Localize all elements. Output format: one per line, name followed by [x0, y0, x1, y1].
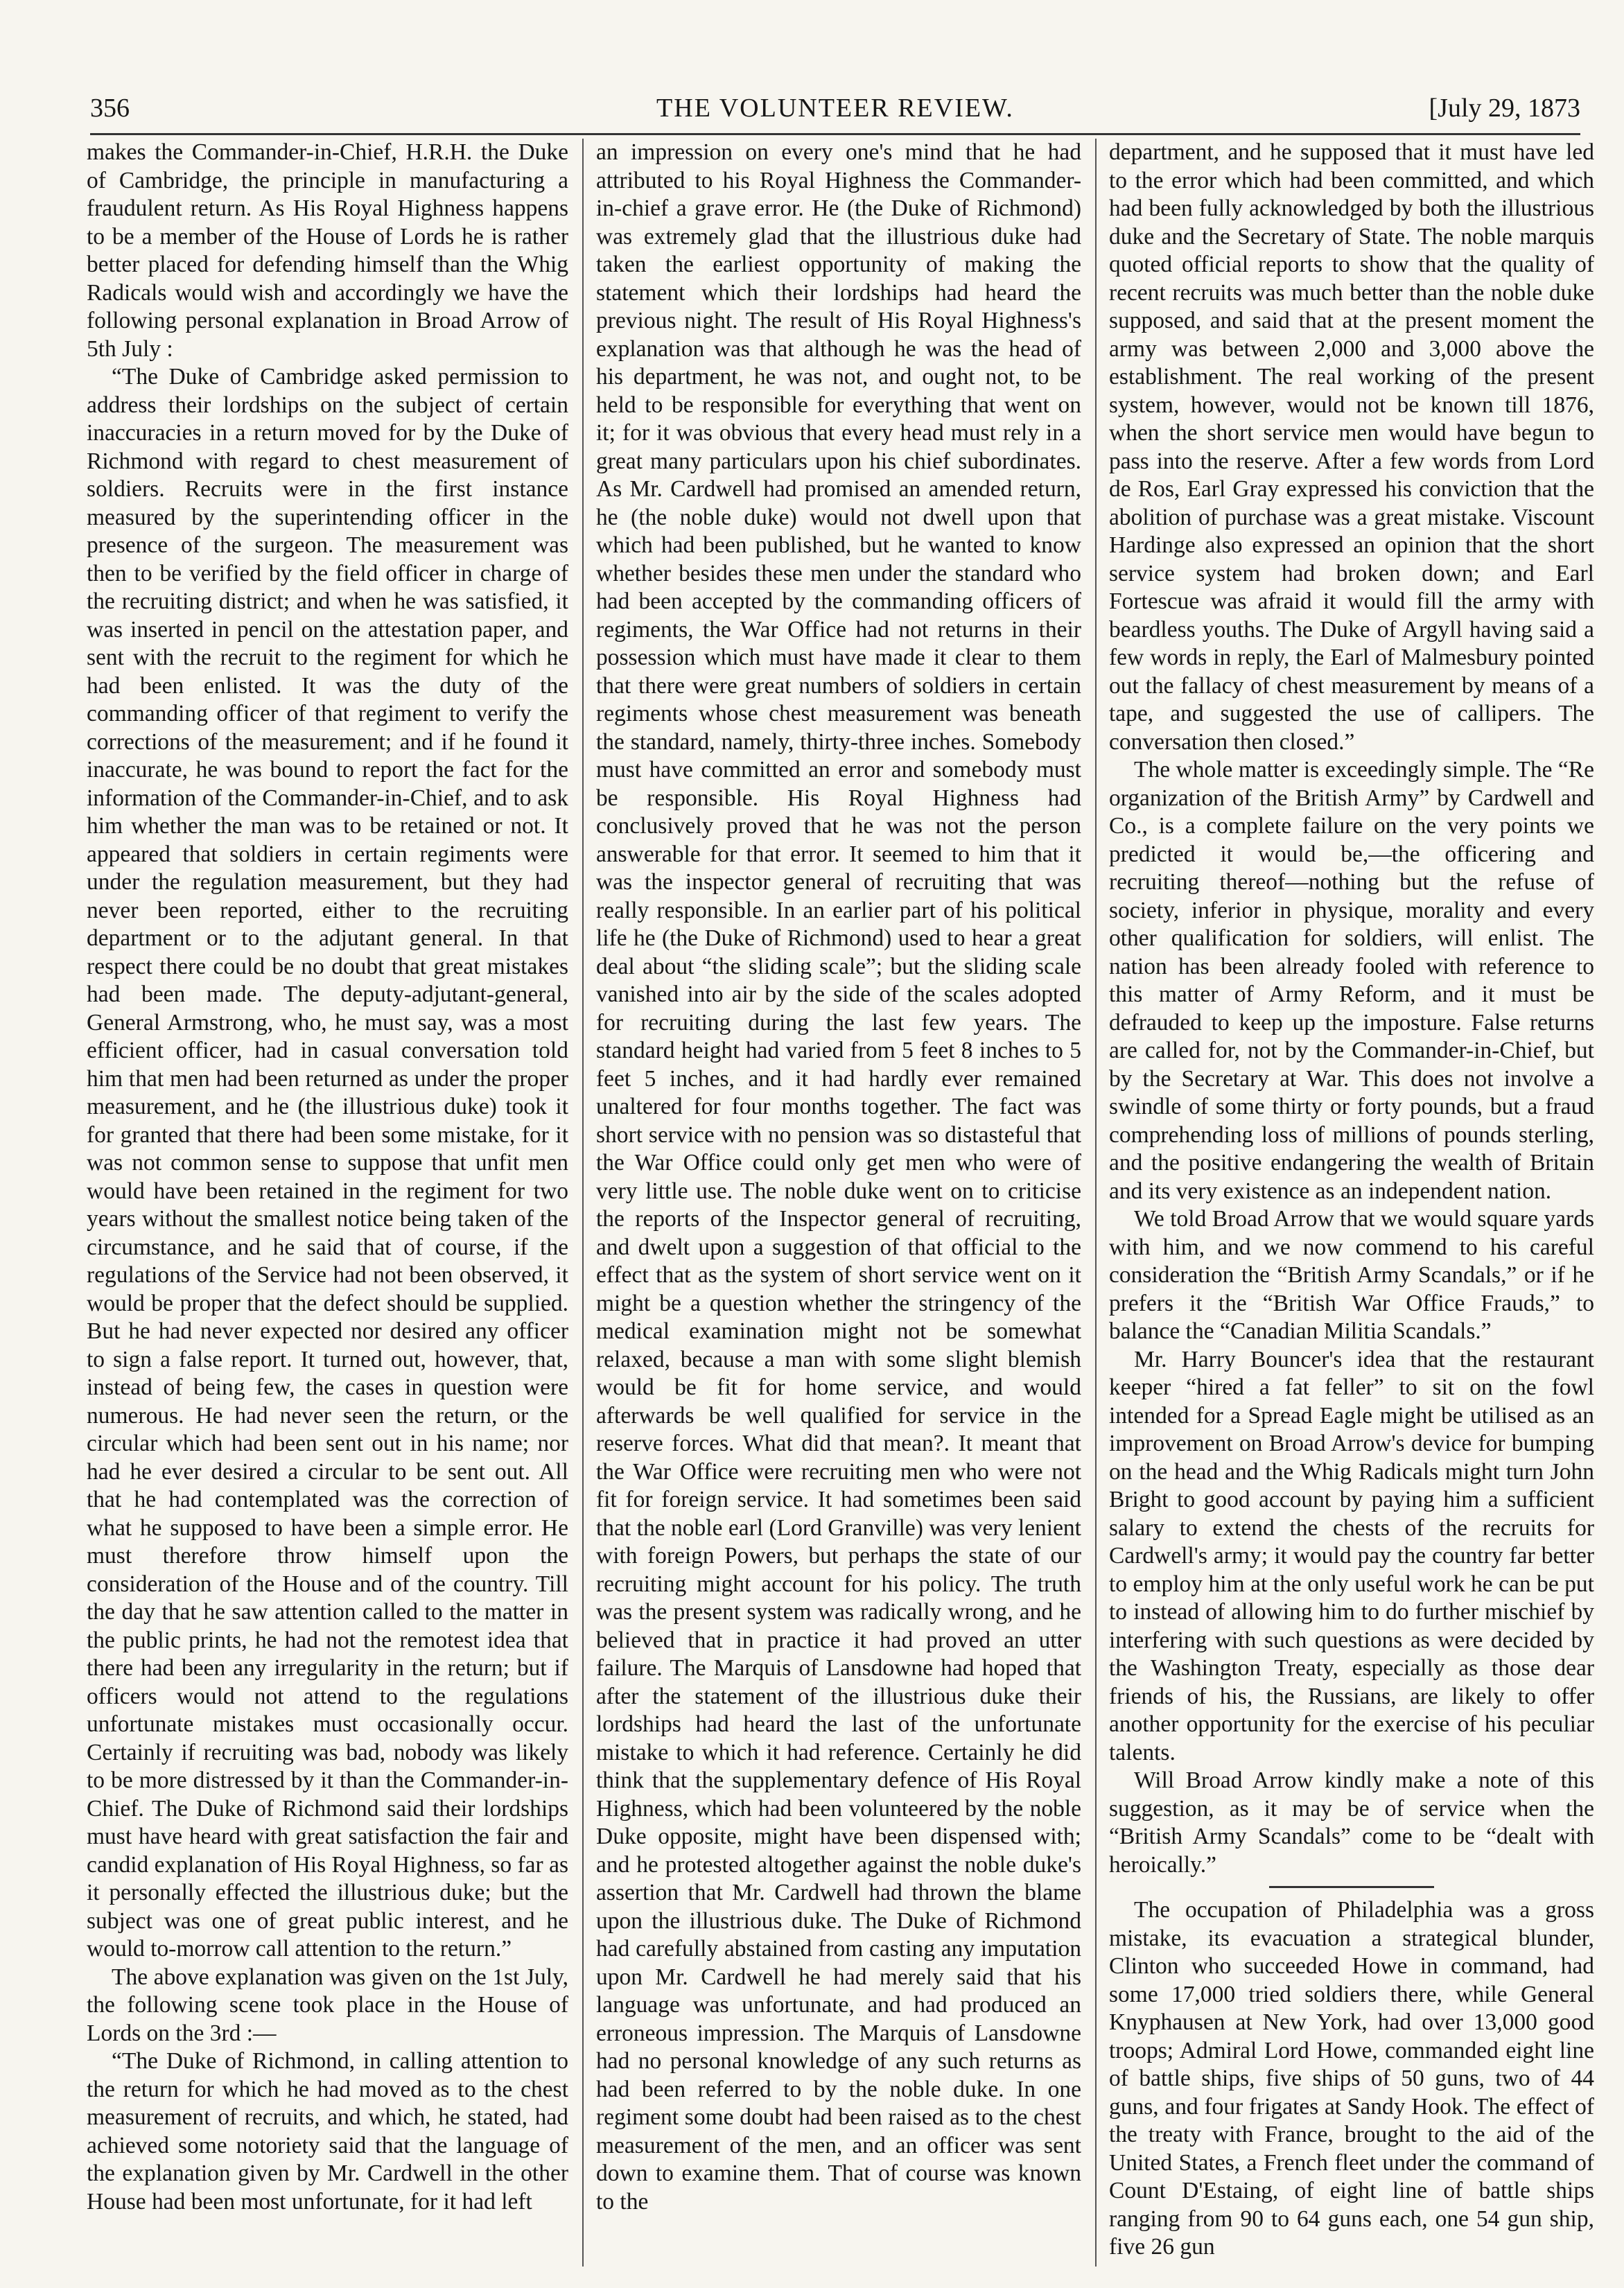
- paragraph: “The Duke of Richmond, in calling attention to the return for which he had moved as to the chest measurement of recruits, and which, he stated, had achieved some notoriety said that the language of the explanation given by Mr. Cardwell in the other House had been most unfortunate, for it had left: [87, 2048, 568, 2215]
- issue-date: [July 29, 1873: [1429, 94, 1580, 123]
- column-divider: [582, 139, 584, 2267]
- paragraph: The above explanation was given on the 1st July, the following scene took place in the House of Lords on the 3rd :—: [87, 1964, 568, 2046]
- page-header: [90, 89, 1580, 130]
- paragraph: makes the Commander-in-Chief, H.R.H. the Duke of Cambridge, the principle in manufacturing a fraudulent return. As His Royal Highness happens to be a member of the House of Lords he is rather better placed for defending himself than the Whig Radicals would wish and accordingly we have the following personal explanation in Broad Arrow of 5th July :: [87, 139, 568, 362]
- paragraph: The occupation of Philadelphia was a gross mistake, its evacuation a strategical blunder, Clinton who succeeded Howe in command, had some 17,000 tried soldiers there, while General Knyphausen at New York, had over 13,000 good troops; Admiral Lord Howe, commanded eight line of battle ships, five ships of 50 guns, two of 44 guns, and four frigates at Sandy Hook. The effect of the treaty with France, brought to the aid of the United States, a French fleet under the command of Count D'Estaing, of eight line of battle ships ranging from 90 to 64 guns each, one 54 gun ship, five 26 gun: [1109, 1897, 1594, 2260]
- paragraph: We told Broad Arrow that we would square yards with him, and we now commend to his careful consideration the “British Army Scandals,” or if he prefers it the “British War Office Frauds,” to balance the “Canadian Militia Scandals.”: [1109, 1206, 1594, 1344]
- page-number: 356: [90, 94, 130, 123]
- article-column-2: [596, 139, 1081, 2267]
- article-column-1: [87, 139, 568, 2267]
- paragraph: department, and he supposed that it must have led to the error which had been committed, and which had been fully acknowledged by both the illustrious duke and the Secretary of State. The noble marquis quoted official reports to show that the quality of recent recruits was much better than the noble duke supposed, and said that at the present moment the army was between 2,000 and 3,000 above the establishment. The real working of the present system, however, would not be known till 1876, when the short service men would have begun to pass into the reserve. After a few words from Lord de Ros, Earl Gray expressed his conviction that the abolition of purchase was a great mistake. Viscount Hardinge also expressed an opinion that the short service system had broken down; and Earl Fortescue was afraid it would fill the army with beardless youths. The Duke of Argyll having said a few words in reply, the Earl of Malmesbury pointed out the fallacy of chest measurement by means of a tape, and suggested the use of callipers. The conversation then closed.”: [1109, 139, 1594, 755]
- paragraph: Mr. Harry Bouncer's idea that the restaurant keeper “hired a fat feller” to sit on the fowl intended for a Spread Eagle might be utilised as an improvement on Broad Arrow's device for bumping on the head and the Whig Radicals might turn John Bright to good account by paying him a sufficient salary to extend the chests of the recruits for Cardwell's army; it would pay the country far better to employ him at the only useful work he can be put to instead of allowing him to do further mischief by interfering with such questions as were decided by the Washington Treaty, especially as those dear friends of his, the Russians, are likely to offer another opportunity for the exercise of his peculiar talents.: [1109, 1346, 1594, 1765]
- paragraph: an impression on every one's mind that he had attributed to his Royal Highness the Commander-in-chief a grave error. He (the Duke of Richmond) was extremely glad that the illustrious duke had taken the earliest opportunity of making the statement which their lordships had heard the previous night. The result of His Royal Highness's explanation was that although he was the head of his department, he was not, and ought not, to be held to be responsible for everything that went on it; for it was obvious that every head must rely in a great many particulars upon his chief subordinates. As Mr. Cardwell had promised an amended return, he (the noble duke) would not dwell upon that which had been published, but he wanted to know whether besides these men under the standard who had been accepted by the commanding officers of regiments, the War Office had not returns in their possession which must have made it clear to them that there were great numbers of soldiers in certain regiments whose chest measurement was beneath the standard, namely, thirty-three inches. Somebody must have committed an error and somebody must be responsible. His Royal Highness had conclusively proved that he was not the person answerable for that error. It seemed to him that it was the inspector general of recruiting that was really responsible. In an earlier part of his political life he (the Duke of Richmond) used to hear a great deal about “the sliding scale”; but the sliding scale vanished into air by the side of the scales adopted for recruiting during the last few years. The standard height had varied from 5 feet 8 inches to 5 feet 5 inches, and it had hardly ever remained unaltered for four months together. The fact was short service with no pension was so distasteful that the War Office could only get men who were of very little use. The noble duke went on to criticise the reports of the Inspector general of recruiting, and dwelt upon a suggestion of that official to the effect that as the system of short service went on it might be a question whether the stringency of the medical examination might not be somewhat relaxed, because a man with some slight blemish would be fit for home service, and would afterwards be well qualified for service in the reserve forces. What did that mean?. It meant that the War Office were recruiting men who were not fit for foreign service. It had sometimes been said that the noble earl (Lord Granville) was very lenient with foreign Powers, but perhaps the state of our recruiting might account for his policy. The truth was the present system was radically wrong, and he believed that in practice it had proved an utter failure. The Marquis of Lansdowne had hoped that after the statement of the illustrious duke their lordships had heard the last of the unfortunate mistake to which it had reference. Certainly he did think that the supplementary defence of His Royal Highness, which had been volunteered by the noble Duke opposite, might have been dispensed with; and he protested altogether against the noble duke's assertion that Mr. Cardwell had thrown the blame upon the illustrious duke. The Duke of Richmond had carefully abstained from casting any imputation upon Mr. Cardwell he had merely said that his language was unfortunate, and had produced an erroneous impression. The Marquis of Lansdowne had no personal knowledge of any such returns as had been referred to by the noble duke. In one regiment some doubt had been raised as to the chest measurement of the men, and an officer was sent down to examine them. That of course was known to the: [596, 139, 1081, 2215]
- article-separator: [1269, 1886, 1434, 1888]
- paragraph: “The Duke of Cambridge asked permission to address their lordships on the subject of certain inaccuracies in a return moved for by the Duke of Richmond with regard to chest measurement of soldiers. Recruits were in the first instance measured by the superintending officer in the presence of the surgeon. The measurement was then to be verified by the field officer in charge of the recruiting district; and when he was satisfied, it was inserted in pencil on the attestation paper, and sent with the recruit to the regiment for which he had been enlisted. It was the duty of the commanding officer of that regiment to verify the corrections of the measurement; and if he found it inaccurate, he was bound to report the fact for the information of the Commander-in-Chief, and to ask him whether the man was to be retained or not. It appeared that soldiers in certain regiments were under the regulation measurement, but they had never been reported, either to the recruiting department or to the adjutant general. In that respect there could be no doubt that great mistakes had been made. The deputy-adjutant-general, General Armstrong, who, he must say, was a most efficient officer, had in casual conversation told him that men had been returned as under the proper measurement, and he (the illustrious duke) took it for granted that there had been some mistake, for it was not common sense to suppose that unfit men would have been retained in the regiment for two years without the smallest notice being taken of the circumstance, and he said that of course, if the regulations of the Service had not been observed, it would be proper that the defect should be supplied. But he had never expected nor desired any officer to sign a false report. It turned out, however, that, instead of being few, the cases in question were numerous. He had never seen the return, or the circular which had been sent out in his name; nor had he ever desired a circular to be sent out. All that he had contemplated was the correction of what he supposed to have been a simple error. He must therefore throw himself upon the consideration of the House and of the country. Till the day that he saw attention called to the matter in the public prints, he had not the remotest idea that there had been any irregularity in the return; but if officers would not attend to the regulations unfortunate mistakes must occasionally occur. Certainly if recruiting was bad, nobody was likely to be more distressed by it than the Commander-in-Chief. The Duke of Richmond said their lordships must have heard with great satisfaction the fair and candid explanation of His Royal Highness, so far as it personally effected the illustrious duke; but the subject was one of great public interest, and he would to-morrow call attention to the return.”: [87, 364, 568, 1962]
- publication-title: THE VOLUNTEER REVIEW.: [656, 94, 1014, 123]
- paragraph: Will Broad Arrow kindly make a note of this suggestion, as it may be of service when the “British Army Scandals” come to be “dealt with heroically.”: [1109, 1767, 1594, 1878]
- article-column-3: [1109, 139, 1594, 2267]
- column-divider: [1095, 139, 1097, 2267]
- paragraph: The whole matter is exceedingly simple. The “Re organization of the British Army” by Cardwell and Co., is a complete failure on the very points we predicted it would be,—the officering and recruiting thereof—nothing but the refuse of society, inferior in physique, morality and every other qualification for soldiers, will enlist. The nation has been already fooled with reference to this matter of Army Reform, and it must be defrauded to keep up the imposture. False returns are called for, not by the Commander-in-Chief, but by the Secretary at War. This does not involve a swindle of some thirty or forty pounds, but a fraud comprehending loss of millions of pounds sterling, and the positive endangering the wealth of Britain and its very existence as an independent nation.: [1109, 757, 1594, 1204]
- header-rule: [90, 133, 1580, 135]
